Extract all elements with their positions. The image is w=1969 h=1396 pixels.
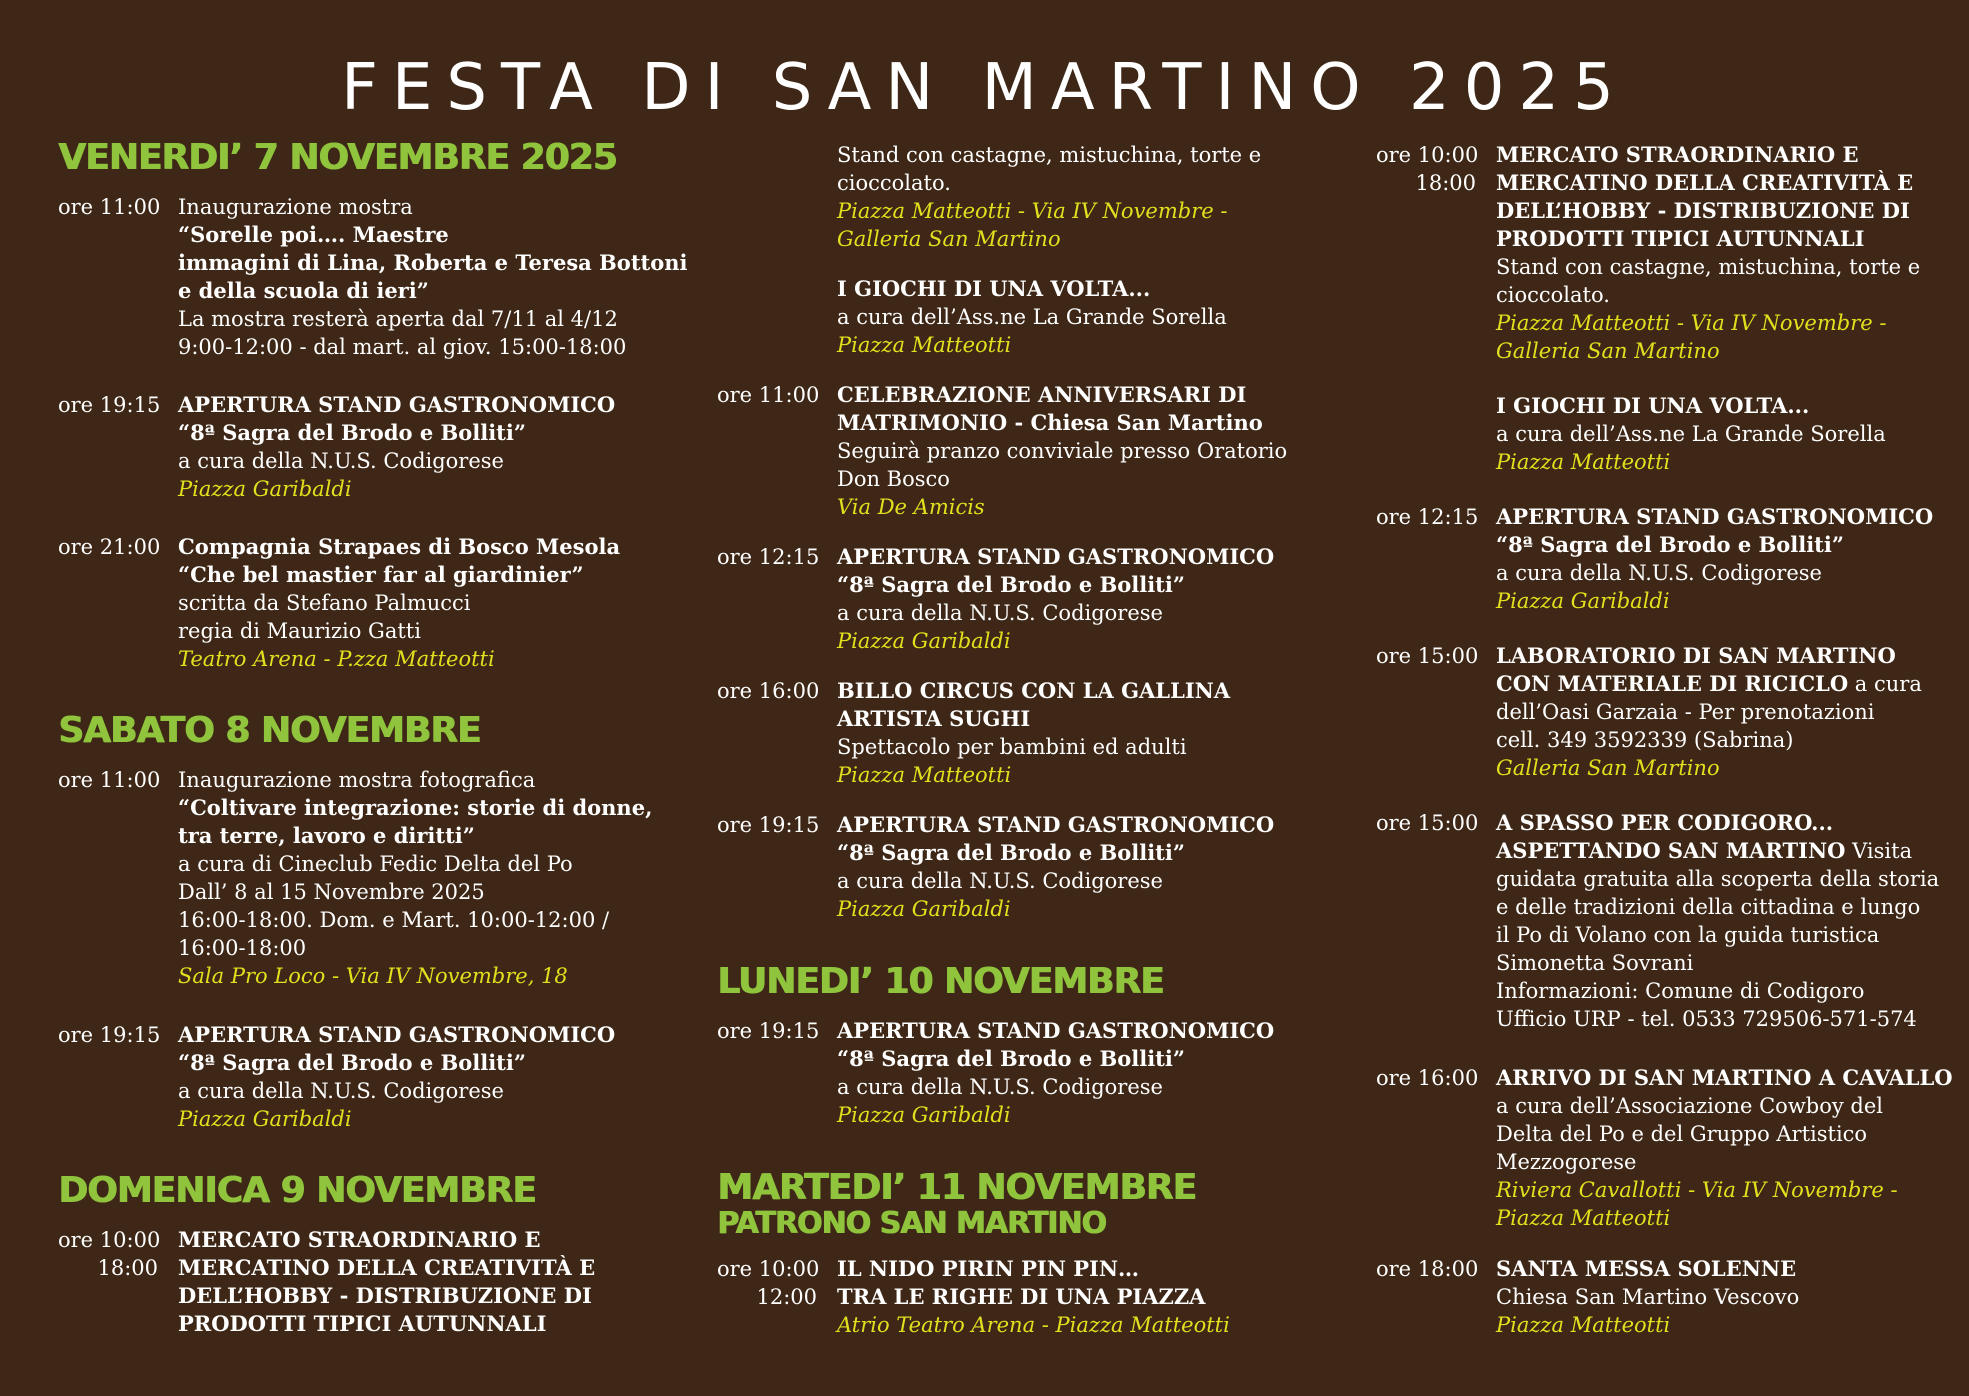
event-time: ore 16:00 — [1376, 1066, 1479, 1090]
event-title: APERTURA STAND GASTRONOMICO — [178, 392, 616, 417]
event-title: MERCATO STRAORDINARIO E — [1496, 142, 1859, 167]
event-line: 16:00-18:00 — [178, 936, 307, 960]
event-line: Delta del Po e del Gruppo Artistico — [1496, 1122, 1868, 1146]
event-time-start: ore 10:00 — [58, 1228, 161, 1252]
event-time: ore 11:00 — [717, 383, 820, 407]
event-time: ore 19:15 — [58, 393, 161, 417]
event-location: Galleria San Martino — [837, 227, 1061, 251]
event-title: CON MATERIALE DI RICICLO — [1496, 671, 1849, 696]
event-title: APERTURA STAND GASTRONOMICO — [1496, 504, 1934, 529]
event-location: Piazza Matteotti - Via IV Novembre - — [1496, 311, 1887, 335]
event-time: ore 19:15 — [58, 1023, 161, 1047]
event-location: Piazza Garibaldi — [837, 1103, 1011, 1127]
event-line: a cura di Cineclub Fedic Delta del Po — [178, 852, 573, 876]
event-time: ore 19:15 — [717, 813, 820, 837]
event-line: Stand con castagne, mistuchina, torte e — [1496, 255, 1921, 279]
event-line-text: Visita — [1845, 839, 1913, 863]
event-line: cioccolato. — [1496, 283, 1610, 307]
column-3 — [1376, 0, 1966, 1396]
event-title: CELEBRAZIONE ANNIVERSARI DI — [837, 382, 1247, 407]
event-location: Galleria San Martino — [1496, 756, 1720, 780]
event-line: Chiesa San Martino Vescovo — [1496, 1285, 1800, 1309]
event-line: a cura della N.U.S. Codigorese — [837, 601, 1163, 625]
event-title: immagini di Lina, Roberta e Teresa Bottoni — [178, 250, 688, 275]
event-location: Atrio Teatro Arena - Piazza Matteotti — [837, 1313, 1230, 1337]
event-line: a cura dell’Ass.ne La Grande Sorella — [1496, 422, 1886, 446]
event-line: 9:00-12:00 - dal mart. al giov. 15:00-18:00 — [178, 335, 627, 359]
event-title: “8ª Sagra del Brodo e Bolliti” — [837, 1046, 1185, 1071]
event-line: a cura dell’Associazione Cowboy del — [1496, 1094, 1884, 1118]
event-line: a cura della N.U.S. Codigorese — [178, 449, 504, 473]
event-line: 16:00-18:00. Dom. e Mart. 10:00-12:00 / — [178, 908, 610, 932]
event-time: ore 15:00 — [1376, 644, 1479, 668]
event-line: cell. 349 3592339 (Sabrina) — [1496, 728, 1794, 752]
event-title: “Coltivare integrazione: storie di donne, — [178, 795, 653, 820]
event-time: ore 15:00 — [1376, 811, 1479, 835]
event-location: Piazza Garibaldi — [837, 897, 1011, 921]
event-title: MERCATO STRAORDINARIO E — [178, 1227, 541, 1252]
event-title: “8ª Sagra del Brodo e Bolliti” — [178, 1050, 526, 1075]
event-time-start: ore 10:00 — [1376, 143, 1479, 167]
event-location: Piazza Matteotti — [1496, 1313, 1671, 1337]
event-title: “8ª Sagra del Brodo e Bolliti” — [178, 420, 526, 445]
event-line: Inaugurazione mostra fotografica — [178, 768, 536, 792]
event-line: Mezzogorese — [1496, 1150, 1637, 1174]
event-line: a cura della N.U.S. Codigorese — [178, 1079, 504, 1103]
event-line — [1496, 837, 1912, 865]
event-location: Galleria San Martino — [1496, 339, 1720, 363]
event-line-text: a cura — [1848, 672, 1922, 696]
page-title: FESTA DI SAN MARTINO 2025 — [341, 51, 1628, 125]
event-title: ASPETTANDO SAN MARTINO — [1496, 838, 1846, 863]
column-2 — [717, 0, 1317, 1396]
column-1 — [58, 0, 688, 1396]
event-line — [1496, 670, 1922, 698]
event-line: il Po di Volano con la guida turistica — [1496, 923, 1880, 947]
event-time-end: 18:00 — [97, 1256, 158, 1280]
event-title: A SPASSO PER CODIGORO... — [1496, 810, 1834, 835]
event-line: a cura della N.U.S. Codigorese — [1496, 561, 1822, 585]
day-heading-martedi — [717, 1168, 1196, 1240]
event-line: Spettacolo per bambini ed adulti — [837, 735, 1187, 759]
event-title: I GIOCHI DI UNA VOLTA... — [1496, 393, 1810, 418]
event-location: Teatro Arena - P.zza Matteotti — [178, 647, 495, 671]
event-title: APERTURA STAND GASTRONOMICO — [178, 1022, 616, 1047]
event-location: Piazza Matteotti — [837, 763, 1012, 787]
event-line: a cura dell’Ass.ne La Grande Sorella — [837, 305, 1227, 329]
event-title: “8ª Sagra del Brodo e Bolliti” — [1496, 532, 1844, 557]
event-time: ore 18:00 — [1376, 1257, 1479, 1281]
event-line: La mostra resterà aperta dal 7/11 al 4/12 — [178, 307, 618, 331]
event-location: Riviera Cavallotti - Via IV Novembre - — [1496, 1178, 1898, 1202]
event-line: Informazioni: Comune di Codigoro — [1496, 979, 1865, 1003]
event-line: a cura della N.U.S. Codigorese — [837, 1075, 1163, 1099]
event-title: BILLO CIRCUS CON LA GALLINA — [837, 678, 1231, 703]
event-location: Sala Pro Loco - Via IV Novembre, 18 — [178, 964, 568, 988]
event-location: Piazza Matteotti — [837, 333, 1012, 357]
event-time: ore 19:15 — [717, 1019, 820, 1043]
event-title: PRODOTTI TIPICI AUTUNNALI — [178, 1311, 547, 1336]
event-title: APERTURA STAND GASTRONOMICO — [837, 1018, 1275, 1043]
day-heading-martedi-title: MARTEDI’ 11 NOVEMBRE — [717, 1167, 1196, 1208]
event-title: “Che bel mastier far al giardinier” — [178, 562, 584, 587]
event-line: Inaugurazione mostra — [178, 195, 413, 219]
day-heading-venerdi: VENERDI’ 7 NOVEMBRE 2025 — [58, 137, 617, 178]
event-time: ore 12:15 — [717, 545, 820, 569]
event-title: LABORATORIO DI SAN MARTINO — [1496, 643, 1896, 668]
event-line: dell’Oasi Garzaia - Per prenotazioni — [1496, 700, 1875, 724]
event-title: Compagnia Strapaes di Bosco Mesola — [178, 534, 621, 559]
event-time: ore 16:00 — [717, 679, 820, 703]
day-heading-sabato: SABATO 8 NOVEMBRE — [58, 710, 481, 751]
event-title: “8ª Sagra del Brodo e Bolliti” — [837, 840, 1185, 865]
event-time: ore 12:15 — [1376, 505, 1479, 529]
event-location: Piazza Garibaldi — [178, 477, 352, 501]
event-line: Stand con castagne, mistuchina, torte e — [837, 143, 1262, 167]
event-location: Piazza Matteotti - Via IV Novembre - — [837, 199, 1228, 223]
event-line: Dall’ 8 al 15 Novembre 2025 — [178, 880, 485, 904]
event-line: scritta da Stefano Palmucci — [178, 591, 471, 615]
day-heading-martedi-subtitle: PATRONO SAN MARTINO — [717, 1206, 1106, 1241]
event-title: ARTISTA SUGHI — [837, 706, 1031, 731]
event-location: Piazza Garibaldi — [178, 1107, 352, 1131]
event-title: MATRIMONIO - Chiesa San Martino — [837, 410, 1263, 435]
event-title: PRODOTTI TIPICI AUTUNNALI — [1496, 226, 1865, 251]
event-title: APERTURA STAND GASTRONOMICO — [837, 812, 1275, 837]
event-location: Piazza Matteotti — [1496, 450, 1671, 474]
event-line: cioccolato. — [837, 171, 951, 195]
event-time: ore 21:00 — [58, 535, 161, 559]
event-title: MERCATINO DELLA CREATIVITÀ E — [1496, 170, 1914, 195]
event-time-end: 18:00 — [1415, 171, 1476, 195]
event-line: guidata gratuita alla scoperta della storia — [1496, 867, 1940, 891]
event-title: e della scuola di ieri” — [178, 278, 429, 303]
event-title: TRA LE RIGHE DI UNA PIAZZA — [837, 1284, 1206, 1309]
event-line: regia di Maurizio Gatti — [178, 619, 421, 643]
event-location: Piazza Matteotti — [1496, 1206, 1671, 1230]
event-line: Ufficio URP - tel. 0533 729506-571-574 — [1496, 1007, 1917, 1031]
event-title: DELL’HOBBY - DISTRIBUZIONE DI — [178, 1283, 592, 1308]
event-title: ARRIVO DI SAN MARTINO A CAVALLO — [1496, 1065, 1953, 1090]
day-heading-domenica: DOMENICA 9 NOVEMBRE — [58, 1170, 536, 1211]
event-title: SANTA MESSA SOLENNE — [1496, 1256, 1797, 1281]
event-title: I GIOCHI DI UNA VOLTA... — [837, 276, 1151, 301]
event-title: APERTURA STAND GASTRONOMICO — [837, 544, 1275, 569]
event-title: tra terre, lavoro e diritti” — [178, 823, 475, 848]
event-time-start: ore 10:00 — [717, 1257, 820, 1281]
event-line: Seguirà pranzo conviviale presso Oratorio — [837, 439, 1288, 463]
event-time: ore 11:00 — [58, 768, 161, 792]
event-time: ore 11:00 — [58, 195, 161, 219]
event-line: a cura della N.U.S. Codigorese — [837, 869, 1163, 893]
event-location: Piazza Garibaldi — [1496, 589, 1670, 613]
event-title: “Sorelle poi…. Maestre — [178, 222, 449, 247]
event-time-end: 12:00 — [756, 1285, 817, 1309]
event-title: IL NIDO PIRIN PIN PIN… — [837, 1256, 1140, 1281]
event-location: Piazza Garibaldi — [837, 629, 1011, 653]
event-line: Don Bosco — [837, 467, 950, 491]
event-line: e delle tradizioni della cittadina e lungo — [1496, 895, 1921, 919]
event-title: MERCATINO DELLA CREATIVITÀ E — [178, 1255, 596, 1280]
day-heading-lunedi: LUNEDI’ 10 NOVEMBRE — [717, 961, 1164, 1002]
event-line: Simonetta Sovrani — [1496, 951, 1694, 975]
event-location: Via De Amicis — [837, 495, 985, 519]
event-title: DELL’HOBBY - DISTRIBUZIONE DI — [1496, 198, 1910, 223]
event-title: “8ª Sagra del Brodo e Bolliti” — [837, 572, 1185, 597]
